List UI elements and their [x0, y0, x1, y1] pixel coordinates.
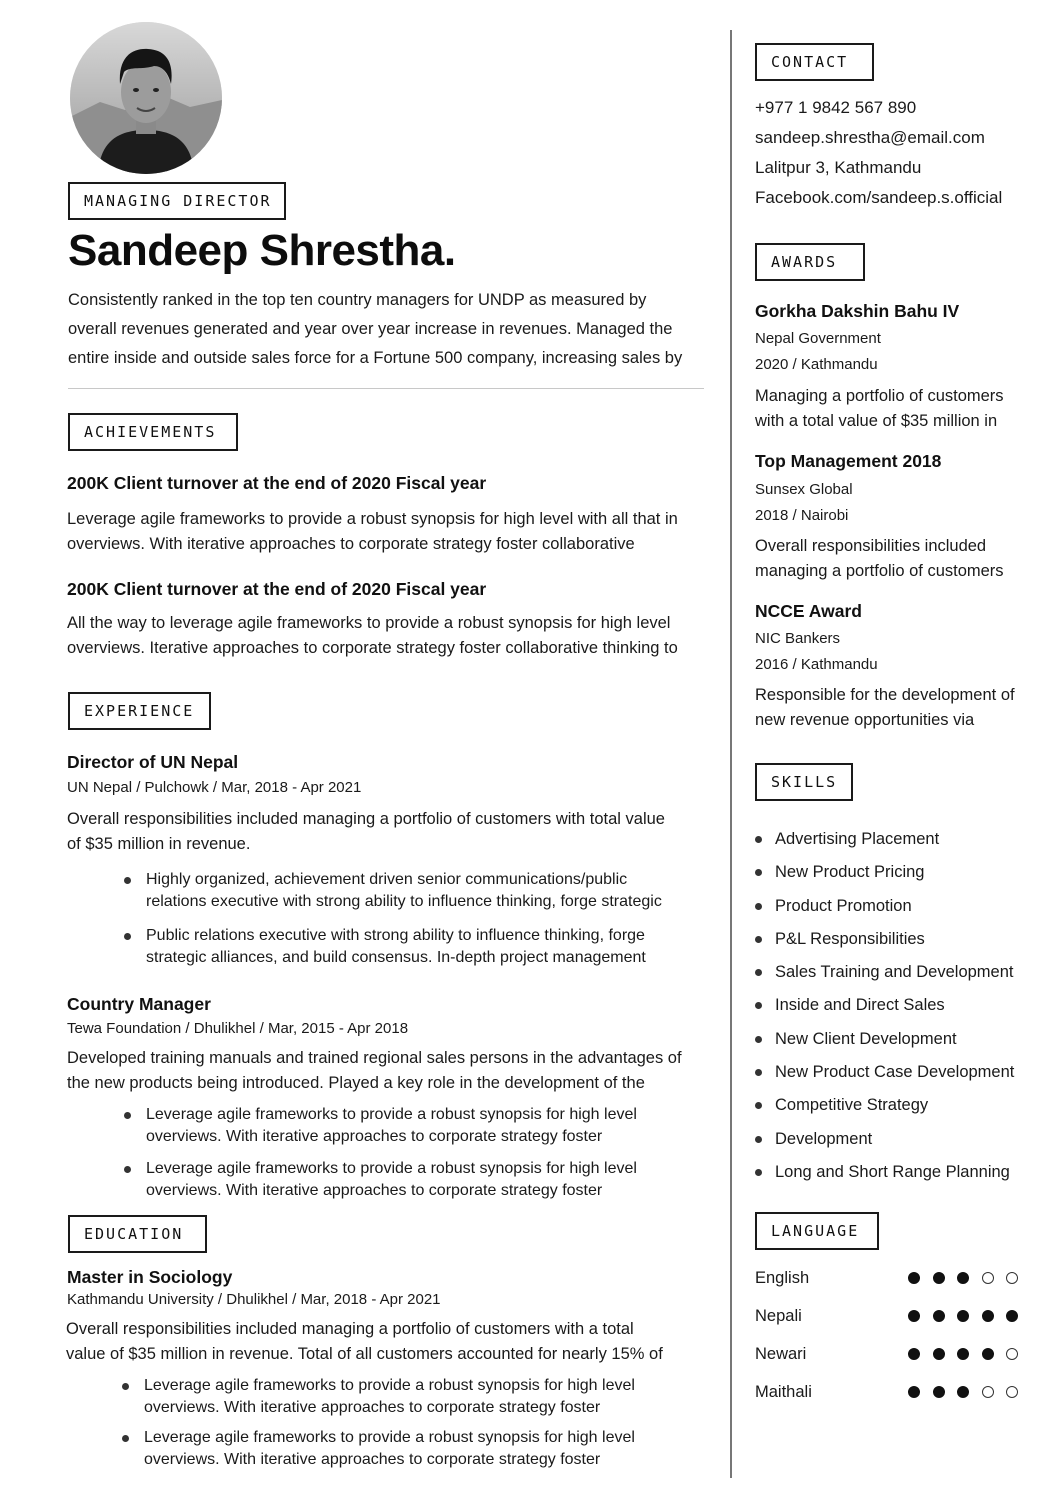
skills-list — [755, 823, 1014, 1189]
job-bullets — [124, 1104, 637, 1202]
description-line: new revenue opportunities via — [755, 711, 975, 729]
description-line: Overall responsibilities included — [755, 537, 987, 555]
role-label — [68, 182, 286, 220]
filled-dot-icon — [908, 1348, 920, 1360]
award-org: NIC Bankers — [755, 630, 841, 647]
description-line: managing a portfolio of customers — [755, 562, 1004, 580]
proficiency-rating — [908, 1272, 1031, 1284]
postal-address: Lalitpur 3, Kathmandu — [755, 158, 922, 177]
filled-dot-icon — [957, 1386, 969, 1398]
description-line: Responsible for the development of — [755, 686, 1015, 704]
description-line: Overall responsibilities included managing a portfolio of customers with a total — [66, 1320, 634, 1338]
experience-heading — [68, 692, 211, 730]
language-row — [755, 1344, 1035, 1368]
language-row — [755, 1382, 1035, 1406]
education-heading — [68, 1215, 207, 1253]
filled-dot-icon — [957, 1272, 969, 1284]
award-date: 2018 / Nairobi — [755, 507, 849, 524]
skills-heading — [755, 763, 853, 801]
filled-dot-icon — [982, 1310, 994, 1322]
phone-number[interactable]: +977 1 9842 567 890 — [755, 98, 917, 117]
award-org: Sunsex Global — [755, 481, 853, 498]
skill-item: Sales Training and Development — [755, 956, 1014, 989]
language-heading — [755, 1212, 879, 1250]
description-line: overviews. Iterative approaches to corporate strategy foster collaborative thinking to — [67, 639, 678, 657]
skill-item: Long and Short Range Planning — [755, 1156, 1014, 1189]
empty-dot-icon — [1006, 1386, 1018, 1398]
award-name: Gorkha Dakshin Bahu IV — [755, 301, 960, 321]
achievement-title: 200K Client turnover at the end of 2020 Fiscal year — [67, 473, 487, 493]
language-name: Nepali — [755, 1307, 802, 1325]
education-meta: Kathmandu University / Dhulikhel / Mar, 2018 - Apr 2021 — [67, 1291, 441, 1308]
list-item — [124, 1158, 637, 1202]
award-description — [755, 384, 1004, 434]
filled-dot-icon — [957, 1310, 969, 1322]
description-line: value of $35 million in revenue. Total of all customers accounted for nearly 15% of — [66, 1345, 663, 1363]
bullet-line: overviews. With iterative approaches to corporate strategy foster — [146, 1182, 603, 1199]
filled-dot-icon — [908, 1386, 920, 1398]
section-title: ACHIEVEMENTS — [84, 423, 217, 441]
list-item — [122, 1375, 635, 1419]
skill-item: Competitive Strategy — [755, 1089, 1014, 1122]
skill-item: New Client Development — [755, 1023, 1014, 1056]
skill-item: New Product Pricing — [755, 856, 1014, 889]
award-description — [755, 683, 1015, 733]
language-row — [755, 1306, 1035, 1330]
section-title: CONTACT — [771, 53, 849, 71]
skill-item: Inside and Direct Sales — [755, 989, 1014, 1022]
proficiency-rating — [908, 1386, 1031, 1398]
language-name: Newari — [755, 1345, 807, 1363]
profile-summary — [68, 286, 718, 373]
bullet-line: strategic alliances, and build consensus. In-depth project management — [146, 949, 646, 966]
achievement-description — [67, 611, 678, 661]
job-bullets — [124, 869, 662, 969]
description-line: overviews. With iterative approaches to corporate strategy foster collaborative — [67, 535, 635, 553]
description-line: the new products being introduced. Played a key role in the development of the — [67, 1074, 645, 1092]
skill-item: New Product Case Development — [755, 1056, 1014, 1089]
proficiency-rating — [908, 1310, 1031, 1322]
achievement-title: 200K Client turnover at the end of 2020 Fiscal year — [67, 579, 487, 599]
list-item — [124, 1104, 637, 1148]
description-line: All the way to leverage agile frameworks to provide a robust synopsis for high level — [67, 614, 671, 632]
filled-dot-icon — [933, 1386, 945, 1398]
skill-item: P&L Responsibilities — [755, 923, 1014, 956]
section-title: EXPERIENCE — [84, 702, 195, 720]
contact-info — [755, 93, 1002, 213]
award-name: Top Management 2018 — [755, 451, 942, 471]
job-description — [67, 1046, 682, 1096]
filled-dot-icon — [957, 1348, 969, 1360]
profile-photo — [70, 22, 222, 174]
section-title: AWARDS — [771, 253, 838, 271]
education-description — [66, 1317, 663, 1367]
job-description — [67, 807, 665, 857]
column-divider — [730, 30, 732, 1478]
summary-line: entire inside and outside sales force for a Fortune 500 company, increasing sales by — [68, 349, 683, 367]
bullet-line: overviews. With iterative approaches to corporate strategy foster — [144, 1451, 601, 1468]
degree-title: Master in Sociology — [67, 1267, 233, 1287]
filled-dot-icon — [933, 1310, 945, 1322]
email-address[interactable]: sandeep.shrestha@email.com — [755, 128, 985, 147]
language-name: English — [755, 1269, 810, 1287]
proficiency-rating — [908, 1348, 1031, 1360]
bullet-line: overviews. With iterative approaches to corporate strategy foster — [144, 1399, 601, 1416]
bullet-line: relations executive with strong ability to influence thinking, forge strategic — [146, 893, 662, 910]
bullet-line: Leverage agile frameworks to provide a robust synopsis for high level — [144, 1429, 635, 1446]
filled-dot-icon — [908, 1310, 920, 1322]
bullet-line: overviews. With iterative approaches to corporate strategy foster — [146, 1128, 603, 1145]
section-title: EDUCATION — [84, 1225, 184, 1243]
job-title: Director of UN Nepal — [67, 752, 239, 772]
list-item — [124, 925, 662, 969]
awards-heading — [755, 243, 865, 281]
skill-item: Development — [755, 1123, 1014, 1156]
empty-dot-icon — [1006, 1272, 1018, 1284]
bullet-line: Highly organized, achievement driven senior communications/public — [146, 871, 628, 888]
section-title: SKILLS — [771, 773, 838, 791]
section-title: LANGUAGE — [771, 1222, 860, 1240]
award-date: 2020 / Kathmandu — [755, 356, 878, 373]
social-link[interactable]: Facebook.com/sandeep.s.official — [755, 188, 1003, 207]
award-date: 2016 / Kathmandu — [755, 656, 878, 673]
divider — [68, 388, 704, 389]
description-line: Leverage agile frameworks to provide a robust synopsis for high level with all that in — [67, 510, 678, 528]
candidate-name: Sandeep Shrestha. — [68, 226, 456, 275]
filled-dot-icon — [982, 1348, 994, 1360]
award-org: Nepal Government — [755, 330, 881, 347]
job-meta: Tewa Foundation / Dhulikhel / Mar, 2015 - Apr 2018 — [67, 1020, 409, 1037]
award-description — [755, 534, 1004, 584]
empty-dot-icon — [982, 1272, 994, 1284]
education-bullets — [122, 1375, 635, 1471]
list-item — [122, 1427, 635, 1471]
skill-item: Advertising Placement — [755, 823, 1014, 856]
description-line: Managing a portfolio of customers — [755, 387, 1004, 405]
job-meta: UN Nepal / Pulchowk / Mar, 2018 - Apr 2021 — [67, 779, 362, 796]
empty-dot-icon — [1006, 1348, 1018, 1360]
job-title: Country Manager — [67, 994, 211, 1014]
summary-line: Consistently ranked in the top ten country managers for UNDP as measured by — [68, 291, 647, 309]
filled-dot-icon — [933, 1348, 945, 1360]
empty-dot-icon — [982, 1386, 994, 1398]
description-line: Overall responsibilities included managing a portfolio of customers with total value — [67, 810, 665, 828]
description-line: of $35 million in revenue. — [67, 835, 251, 853]
bullet-line: Leverage agile frameworks to provide a robust synopsis for high level — [146, 1160, 637, 1177]
filled-dot-icon — [908, 1272, 920, 1284]
bullet-line: Leverage agile frameworks to provide a robust synopsis for high level — [146, 1106, 637, 1123]
language-row — [755, 1268, 1035, 1292]
skill-item: Product Promotion — [755, 890, 1014, 923]
description-line: with a total value of $35 million in — [755, 412, 998, 430]
bullet-line: Public relations executive with strong ability to influence thinking, forge — [146, 927, 645, 944]
award-name: NCCE Award — [755, 601, 862, 621]
filled-dot-icon — [933, 1272, 945, 1284]
contact-heading — [755, 43, 874, 81]
language-name: Maithali — [755, 1383, 812, 1401]
description-line: Developed training manuals and trained regional sales persons in the advantages of — [67, 1049, 682, 1067]
role-text: MANAGING DIRECTOR — [84, 192, 272, 210]
achievements-heading — [68, 413, 238, 451]
filled-dot-icon — [1006, 1310, 1018, 1322]
achievement-description — [67, 507, 678, 557]
bullet-line: Leverage agile frameworks to provide a robust synopsis for high level — [144, 1377, 635, 1394]
summary-line: overall revenues generated and year over year increase in revenues. Managed the — [68, 320, 673, 338]
list-item — [124, 869, 662, 913]
